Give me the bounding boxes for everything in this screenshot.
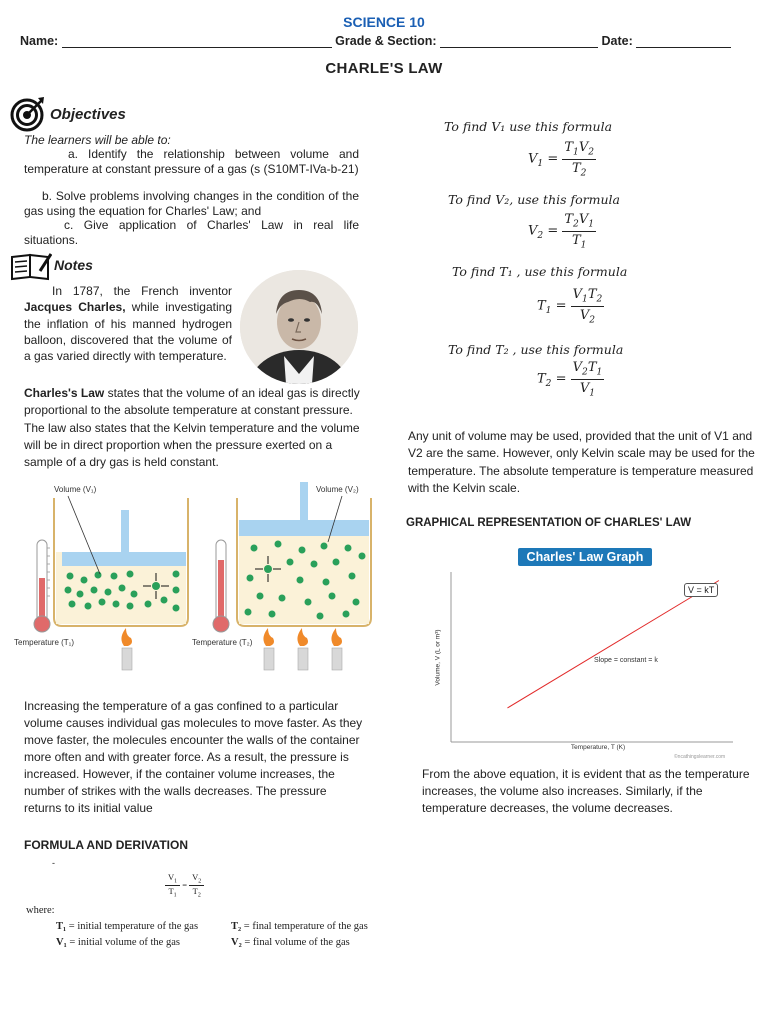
v2-formula: $V_2$ = $\frac{T_2V_1}{T_1}$: [528, 212, 595, 251]
jacques-charles-portrait: [240, 270, 358, 384]
watermark: ©ncathingslearner.com: [674, 754, 726, 760]
t1-definition: = initial temperature of the gas: [68, 921, 199, 932]
legend-box: V = kT: [684, 583, 718, 597]
charles-law-equation: $\frac{V_1}{T_1}$ = $\frac{V_2}{T_2}$: [165, 872, 204, 898]
objective-c: c. Give application of Charles' Law in real life situations.: [24, 218, 359, 247]
t2-definition: = final temperature of the gas: [243, 921, 368, 932]
conclusion-paragraph: From the above equation, it is evident that as the temperature increases, the volume also increases. Similarly, if the temperature decreases, the volume decreases.: [422, 767, 750, 815]
v1-formula: $V_1$ = $\frac{T_1V_2}{T_2}$: [528, 140, 595, 179]
objective-b: b. Solve problems involving changes in the condition of the gas using the equation for Charles' Law; and: [24, 189, 359, 218]
t2-symbol: T₂: [231, 921, 242, 932]
charles-law-chart: [418, 542, 748, 764]
charles-law-term: Charles's Law: [24, 386, 105, 400]
target-icon: [10, 96, 46, 132]
student-info-row: [20, 34, 740, 48]
notes-para-1-rest: while investigating the inflation of his manned hydrogen balloon, discovered that the volume of a gas varied directly with temperature.: [24, 300, 232, 364]
v1-definition: = initial volume of the gas: [69, 937, 180, 948]
definitions: [56, 919, 386, 951]
find-v1-caption: To find V₁ use this formula: [444, 119, 613, 134]
inventor-name: Jacques Charles,: [24, 300, 126, 315]
t1-formula: $T_1$ = $\frac{V_1T_2}{V_2}$: [537, 287, 603, 326]
t1-symbol: T₁: [56, 921, 67, 932]
notes-para-2: [24, 385, 369, 471]
increase-paragraph: Increasing the temperature of a gas confined to a particular volume causes individual gas molecules to move faster. As they move faster, the molecules encounter the walls of the container more often and with greater force. As a result, the pressure is increased. However, if the container volume increases, the number of strikes with the walls decreases. The pressure returns to its initial value: [24, 699, 363, 815]
chart-title: Charles' Law Graph: [518, 548, 652, 566]
name-field[interactable]: [62, 36, 332, 48]
slope-annotation: Slope = constant = k: [594, 657, 658, 664]
date-label: Date:: [598, 34, 637, 48]
date-field[interactable]: [636, 36, 731, 48]
notes-heading: Notes: [54, 257, 93, 273]
v2-definition: = final volume of the gas: [244, 937, 350, 948]
dash-mark: -: [52, 858, 55, 868]
grade-label: Grade & Section:: [331, 34, 441, 48]
v2-symbol: V₂: [231, 937, 242, 948]
chart-plot: [418, 542, 748, 764]
where-label: where:: [26, 905, 55, 916]
find-v2-caption: To find V₂, use this formula: [448, 192, 620, 207]
formula-heading: FORMULA AND DERIVATION: [24, 838, 188, 852]
notebook-icon: [10, 251, 52, 281]
y-axis-label: Volume, V (L or m³): [434, 629, 442, 686]
page-title: CHARLE'S LAW: [325, 60, 443, 77]
graph-heading: GRAPHICAL REPRESENTATION OF CHARLES' LAW: [406, 517, 692, 529]
objective-a: a. Identify the relationship between volume and temperature at constant pressure of a gas (s (S10MT-IVa-b-21): [24, 147, 359, 176]
find-t1-caption: To find T₁ , use this formula: [452, 264, 628, 279]
find-t2-caption: To find T₂ , use this formula: [448, 342, 624, 357]
notes-para-2-rest: states that the volume of an ideal gas is directly proportional to the absolute temperature at constant pressure. The law also states that the Kelvin temperature and the volume will be in direct proportion when the pressure exerted on a sample of a dry gas is held constant.: [24, 386, 360, 470]
objectives-intro: The learners will be able to:: [24, 133, 171, 147]
objectives-heading: Objectives: [50, 106, 126, 123]
grade-field[interactable]: [440, 36, 598, 48]
volume-label-1: Volume (V₁): [54, 485, 97, 494]
series-line: [507, 581, 719, 709]
subject-title: SCIENCE 10: [343, 14, 425, 30]
temperature-label-1: Temperature (T₁): [14, 638, 75, 647]
v1-symbol: V₁: [56, 937, 67, 948]
x-axis-label: Temperature, T (K): [570, 744, 626, 751]
temperature-label-2: Temperature (T₂): [192, 638, 253, 647]
notes-para-1-start: In 1787, the French inventor: [52, 284, 232, 298]
units-paragraph: Any unit of volume may be used, provided that the unit of V1 and V2 are the same. However, only Kelvin scale may be used for the temperature. The absolute temperature is temperature measured with the Kelvin scale.: [408, 429, 755, 495]
t2-formula: $T_2$ = $\frac{V_2T_1}{V_1}$: [537, 360, 603, 399]
volume-label-2: Volume (V₂): [316, 485, 359, 494]
notes-para-1: [24, 283, 232, 364]
name-label: Name:: [20, 34, 62, 48]
